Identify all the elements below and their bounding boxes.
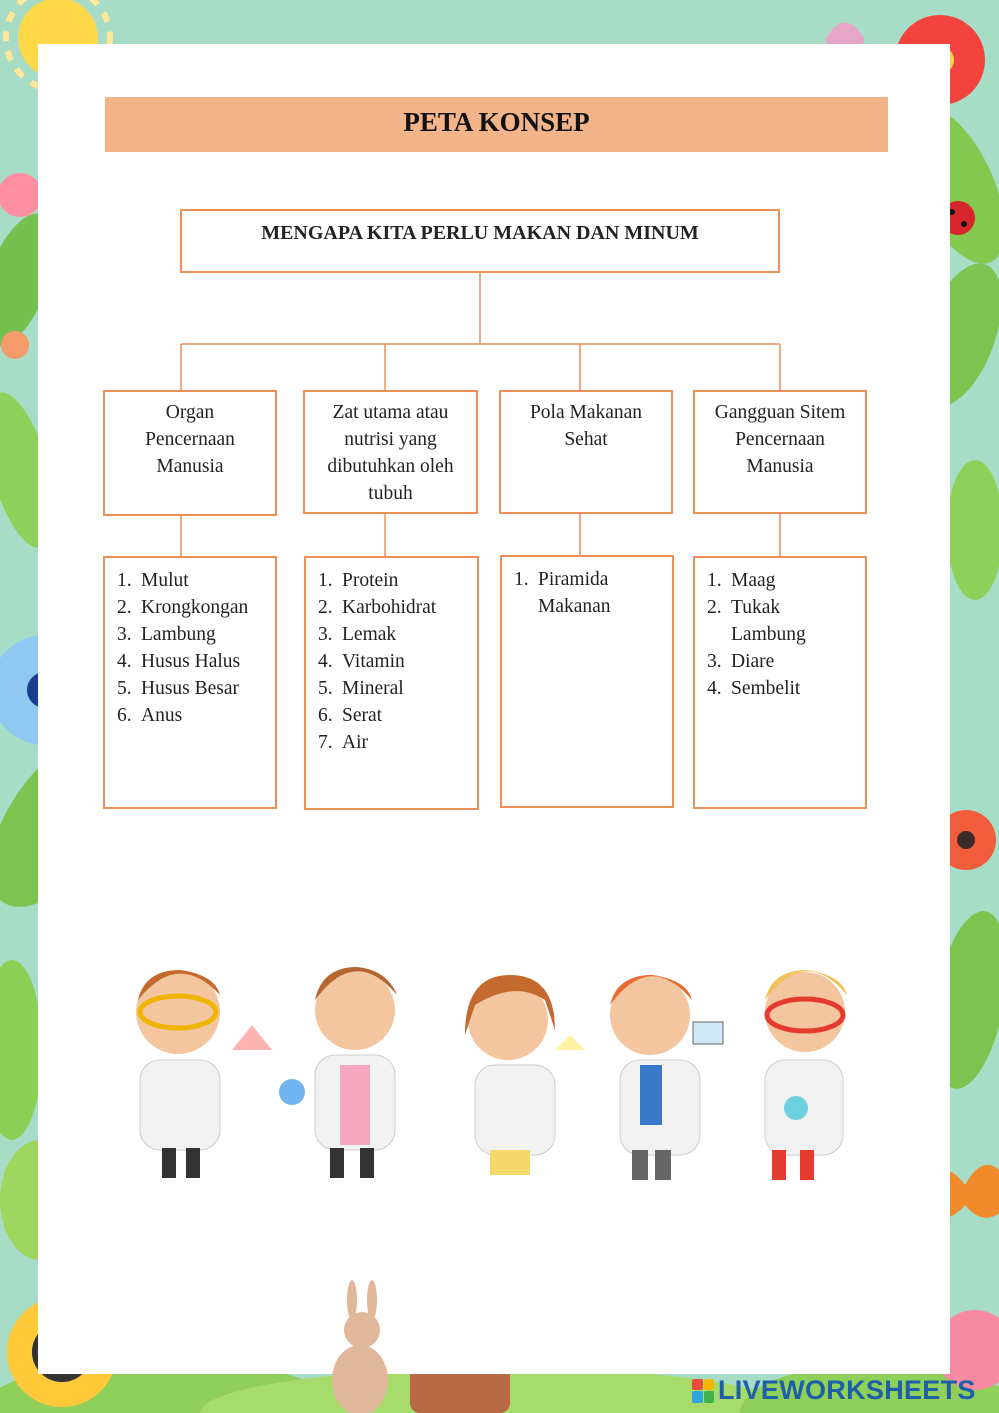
list-item-text: Mineral: [342, 678, 404, 699]
page-title: PETA KONSEP: [403, 107, 590, 137]
list-item: 2. Karbohidrat: [318, 594, 469, 621]
scientist-kid-5: [765, 970, 847, 1180]
list-item: 5. Husus Besar: [117, 675, 267, 702]
scientist-kid-3: [465, 975, 585, 1175]
list-item: 1. Maag: [707, 567, 857, 594]
list-item: 2. Krongkongan: [117, 594, 267, 621]
list-item: 1. Mulut: [117, 567, 267, 594]
scientist-kid-1: [136, 970, 272, 1178]
list-item-text: Anus: [141, 705, 183, 726]
list-item: 6. Serat: [318, 702, 469, 729]
category-label-line: dibutuhkan oleh: [327, 456, 454, 477]
list-item-text: Husus Halus: [141, 651, 241, 672]
list-item-text: Tukak Lambung: [731, 597, 806, 645]
list-item-text: Husus Besar: [141, 678, 240, 699]
list-item: 3. Lambung: [117, 621, 267, 648]
liveworksheets-logo-icon: [692, 1379, 714, 1403]
category-label-line: Organ: [165, 402, 215, 423]
list-item: 2. Tukak Lambung: [707, 594, 857, 648]
list-item: 6. Anus: [117, 702, 267, 729]
list-item-text: Piramida Makanan: [538, 569, 611, 617]
list-item-text: Lemak: [342, 624, 397, 645]
category-label-line: Sehat: [564, 429, 608, 450]
list-item: 7. Air: [318, 729, 469, 756]
category-label-line: Pola Makanan: [529, 402, 643, 423]
list-item: 4. Sembelit: [707, 675, 857, 702]
rabbit-illustration: [332, 1280, 388, 1413]
watermark-text: LIVEWORKSHEETS: [718, 1375, 976, 1405]
scientist-kid-2: [279, 967, 397, 1178]
list-item: 4. Husus Halus: [117, 648, 267, 675]
list-item: 3. Diare: [707, 648, 857, 675]
category-label-line: nutrisi yang: [344, 429, 437, 450]
list-item-text: Krongkongan: [141, 597, 249, 618]
category-label-line: tubuh: [368, 483, 413, 504]
category-label-line: Zat utama atau: [332, 402, 449, 423]
list-item-text: Diare: [731, 651, 775, 672]
list-item-text: Karbohidrat: [342, 597, 437, 618]
list-item-text: Air: [342, 732, 368, 753]
list-item-text: Vitamin: [342, 651, 405, 672]
category-label-line: Manusia: [746, 456, 814, 477]
category-label-line: Pencernaan: [735, 429, 825, 450]
list-item: 1. Piramida Makanan: [514, 566, 664, 620]
list-item: 3. Lemak: [318, 621, 469, 648]
list-item: 5. Mineral: [318, 675, 469, 702]
list-item: 4. Vitamin: [318, 648, 469, 675]
list-item: 1. Protein: [318, 567, 469, 594]
root-concept-text: MENGAPA KITA PERLU MAKAN DAN MINUM: [261, 222, 699, 244]
list-item-text: Sembelit: [731, 678, 801, 699]
scientist-kid-4: [610, 975, 723, 1180]
category-label-line: Manusia: [156, 456, 224, 477]
liveworksheets-logo: [692, 1375, 976, 1406]
category-label-line: Pencernaan: [145, 429, 235, 450]
list-item-text: Serat: [342, 705, 383, 726]
list-item-text: Maag: [731, 570, 776, 591]
category-label-line: Gangguan Sitem: [714, 402, 846, 423]
list-item-text: Mulut: [141, 570, 189, 591]
list-item-text: Lambung: [141, 624, 216, 645]
list-item-text: Protein: [342, 570, 399, 591]
